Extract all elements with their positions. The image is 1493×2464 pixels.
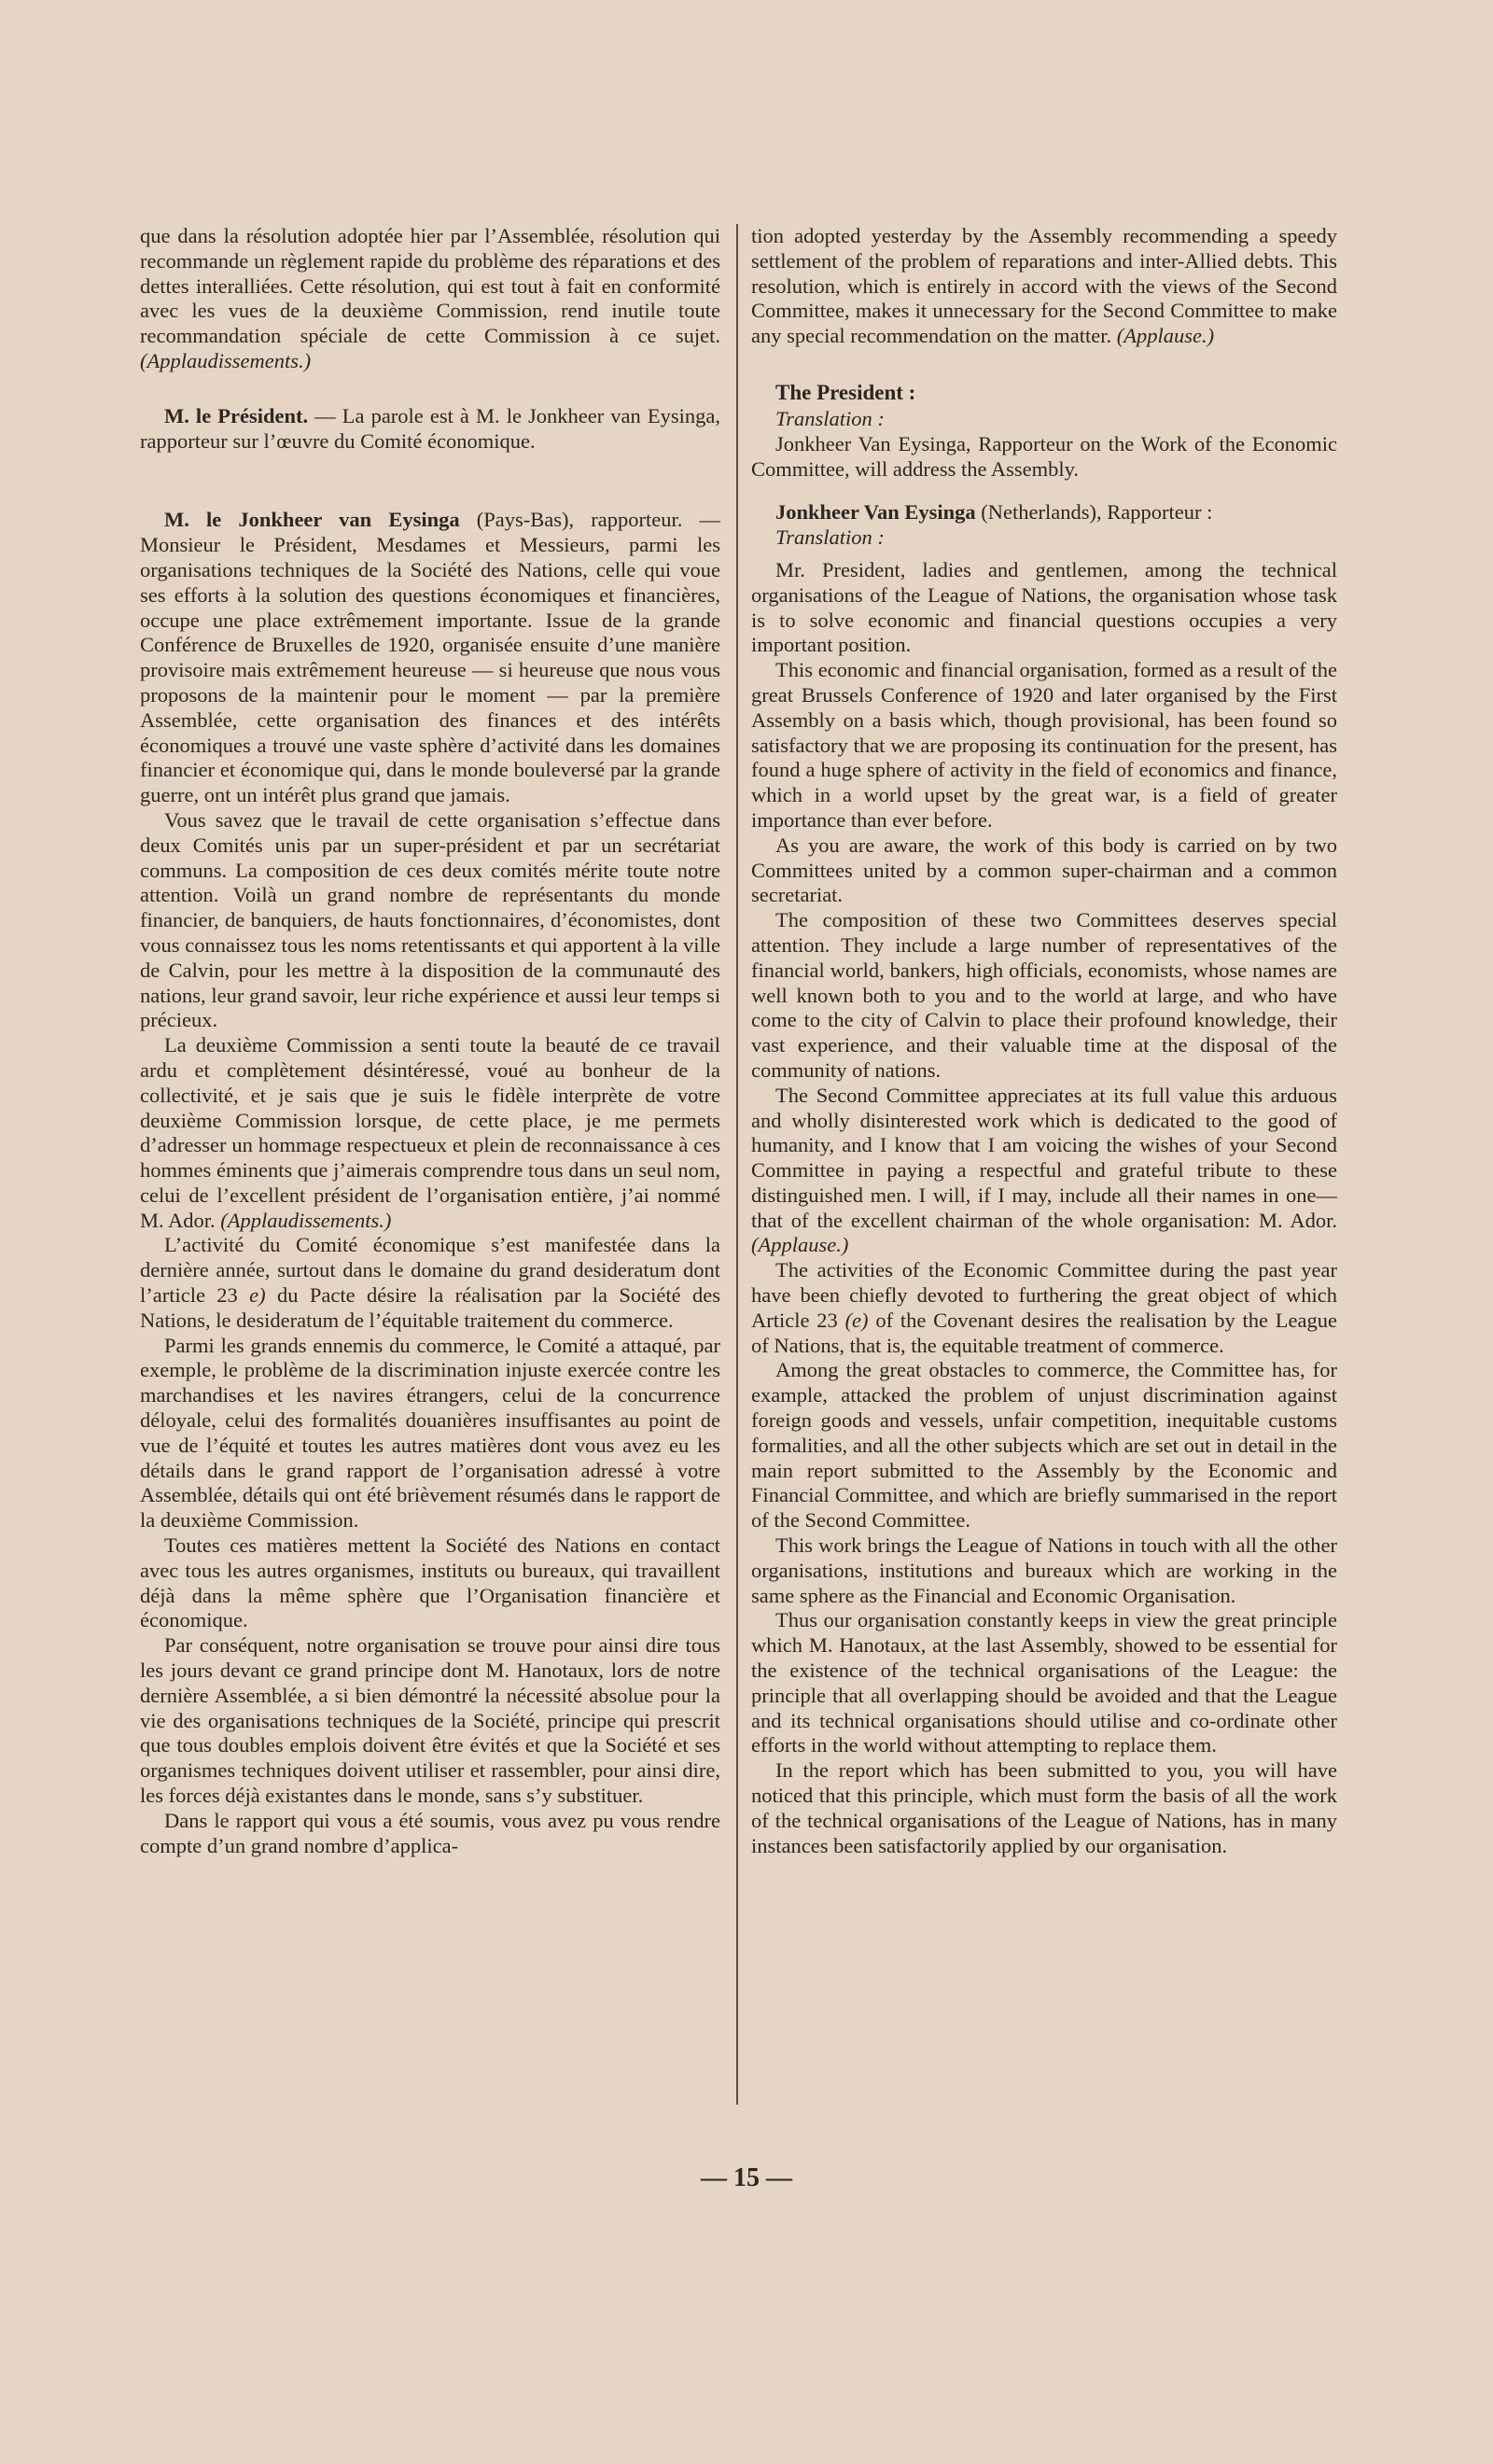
en-president-block: [751, 379, 1337, 432]
fr-paragraph: Par conséquent, notre organisation se trouve pour ainsi dire tous les jours devant ce grand principe dont M. Hanotaux, lors de notre dernière Assemblée, a si bien démontré la nécessité absolue pour la vie des organisations techniques de la Société, principe qui prescrit que tous doubles emplois doivent être évités et que la Société et ses organismes techniques doivent utiliser et rassembler, pour ainsi dire, les forces déjà existantes dans le monde, sans s’y substituer.: [140, 1633, 720, 1808]
english-column: [751, 224, 1337, 1858]
applause-note: (Applause.): [1116, 324, 1215, 348]
fr-eysinga-paragraph: M. le Jonkheer van Eysinga (Pays-Bas), rapporteur. — Monsieur le Président, Mesdames et Messieurs, parmi les organisations techniques de la Société des Nations, celle qui voue ses efforts à la solution des questions économiques et financières, occupe une place extrêmement importante. Issue de la grande Conférence de Bruxelles de 1920, organisée ensuite d’une manière provisoire mais extrêmement heureuse — si heureuse que nous vous proposons de la maintenir pour le moment — par la première Assemblée, cette organisation des finances et des intérêts économiques a trouvé une vaste sphère d’activité dans les domaines financier et économique qui, dans le monde bouleversé par la grande guerre, ont un intérêt plus grand que jamais.: [140, 508, 720, 807]
page-number: — 15 —: [701, 2163, 792, 2192]
en-paragraph: This work brings the League of Nations in touch with all the other organisations, institutions and bureaux which are working in the same sphere as the Financial and Economic Organisation.: [751, 1533, 1337, 1607]
en-paragraph: The composition of these two Committees deserves special attention. They include a large number of representatives of the financial world, bankers, high officials, economists, whose names are well known both to you and to the world at large, and who have come to the city of Calvin to place their profound knowledge, their vast experience, and their valuable time at the disposal of the community of nations.: [751, 908, 1337, 1082]
en-paragraph: Mr. President, ladies and gentlemen, among the technical organisations of the League of Nations, the organisation whose task is to solve economic and financial questions occupies a very important position.: [751, 557, 1337, 657]
en-paragraph: The Second Committee appreciates at its full value this arduous and wholly disinterested work which is dedicated to the good of humanity, and I know that I am voicing the wishes of your Second Committee in paying a respectful and grateful tribute to these distinguished men. I will, if I may, include all their names in one—that of the excellent chairman of the whole organisation: M. Ador. (Applause.): [751, 1083, 1337, 1257]
applause-note: (Applause.): [751, 1233, 849, 1257]
en-paragraph: This economic and financial organisation, formed as a result of the great Brussels Conference of 1920 and later organised by the First Assembly on a basis which, though provisional, has been found so satisfactory that we are proposing its continuation for the present, has found a huge sphere of activity in the field of economics and finance, which in a world upset by the great war, is a field of greater importance than ever before.: [751, 658, 1337, 832]
column-divider: [736, 224, 738, 2105]
fr-paragraph: Parmi les grands ennemis du commerce, le Comité a attaqué, par exemple, le problème de la discrimination injuste exercée contre les marchandises et les navires étrangers, celui de la concurrence déloyale, celui des formalités douanières insuffisantes au point de vue de l’équité et toutes les autres matières dont vous avez eu les détails dans le grand rapport de l’organisation adressé à votre Assemblée, détails qui ont été brièvement résumés dans le rapport de la deuxième Commission.: [140, 1333, 720, 1533]
en-paragraph: Thus our organisation constantly keeps in view the great principle which M. Hanotaux, at the last Assembly, showed to be essential for the existence of the technical organisations of the League: the principle that all overlapping should be avoided and that the League and its technical organisations should utilise and co-ordinate other efforts in the world without attempting to replace them.: [751, 1608, 1337, 1757]
en-paragraph: As you are aware, the work of this body is carried on by two Committees united by a common super-chairman and a common secretariat.: [751, 833, 1337, 907]
fr-paragraph: La deuxième Commission a senti toute la beauté de ce travail ardu et complètement désintéressé, voué au bonheur de la collectivité, et je sais que je suis le fidèle interprète de votre deuxième Commission lorsque, de cette place, je me permets d’adresser un hommage respectueux et plein de reconnaissance à ces hommes éminents que j’aimerais comprendre tous dans un seul nom, celui de l’excellent président de l’organisation entière, j’ai nommé M. Ador. (Applaudissements.): [140, 1033, 720, 1232]
en-eysinga-block: [751, 500, 1337, 551]
translation-label: Translation :: [775, 525, 885, 550]
translation-label: Translation :: [775, 406, 885, 430]
speaker-heading: The President :: [775, 380, 916, 404]
fr-intro-paragraph: que dans la résolution adoptée hier par l’Assemblée, résolution qui recommande un règlement rapide du problème des réparations et des dettes interalliées. Cette résolution, qui est tout à fait en conformité avec les vues de la deuxième Commission, rend inutile toute recommandation spéciale de cette Commission à ce sujet. (Applaudissements.): [140, 224, 720, 372]
applause-note: (Applaudissements.): [220, 1208, 392, 1232]
fr-president-paragraph: M. le Président. — La parole est à M. le Jonkheer van Eysinga, rapporteur sur l’œuvre du Comité économique.: [140, 403, 720, 453]
fr-paragraph: L’activité du Comité économique s’est manifestée dans la dernière année, surtout dans le domaine du grand desideratum dont l’article 23 e) du Pacte désire la réalisation par la Société des Nations, le desideratum de l’équitable traitement du commerce.: [140, 1233, 720, 1332]
applause-note: (Applaudissements.): [140, 348, 312, 372]
speaker-name: M. le Président.: [164, 403, 309, 427]
en-intro-paragraph: tion adopted yesterday by the Assembly recommending a speedy settlement of the problem of reparations and inter-Allied debts. This resolution, which is entirely in accord with the views of the Second Committee, makes it unnecessary for the Second Committee to make any special recommendation on the matter. (Applause.): [751, 224, 1337, 348]
speaker-heading: Jonkheer Van Eysinga (Netherlands), Rapporteur :: [775, 500, 1213, 525]
en-paragraph: Among the great obstacles to commerce, the Committee has, for example, attacked the problem of unjust discrimination against foreign goods and vessels, unfair competition, inequitable customs formalities, and all the other subjects which are set out in detail in the main report submitted to the Assembly by the Economic and Financial Committee, and which are briefly summarised in the report of the Second Committee.: [751, 1358, 1337, 1533]
fr-paragraph: Dans le rapport qui vous a été soumis, vous avez pu vous rendre compte d’un grand nombre d’applica-: [140, 1808, 720, 1857]
en-president-paragraph: Jonkheer Van Eysinga, Rapporteur on the Work of the Economic Committee, will address the Assembly.: [751, 431, 1337, 481]
fr-paragraph: Toutes ces matières mettent la Société des Nations en contact avec tous les autres organismes, instituts ou bureaux, qui travaillent déjà dans la même sphère que l’Organisation financière et économique.: [140, 1533, 720, 1632]
french-column: [140, 224, 720, 1858]
en-paragraph: In the report which has been submitted to you, you will have noticed that this principle, which must form the basis of all the work of the technical organisations of the League of Nations, has in many instances been satisfactorily applied by our organisation.: [751, 1758, 1337, 1857]
speaker-name: M. le Jonkheer van Eysinga: [164, 508, 460, 532]
fr-paragraph: Vous savez que le travail de cette organisation s’effectue dans deux Comités unis par un super-président et par un secrétariat communs. La composition de ces deux comités mérite toute notre attention. Voilà un grand nombre de représentants du monde financier, de banquiers, de hauts fonctionnaires, d’économistes, dont vous connaissez tous les noms retentissants et qui apportent à la ville de Calvin, pour les mettre à la disposition de la communauté des nations, leur grand savoir, leur riche expérience et aussi leur temps si précieux.: [140, 807, 720, 1032]
en-paragraph: The activities of the Economic Committee during the past year have been chiefly devoted to furthering the great object of which Article 23 (e) of the Covenant desires the realisation by the League of Nations, that is, the equitable treatment of commerce.: [751, 1258, 1338, 1357]
